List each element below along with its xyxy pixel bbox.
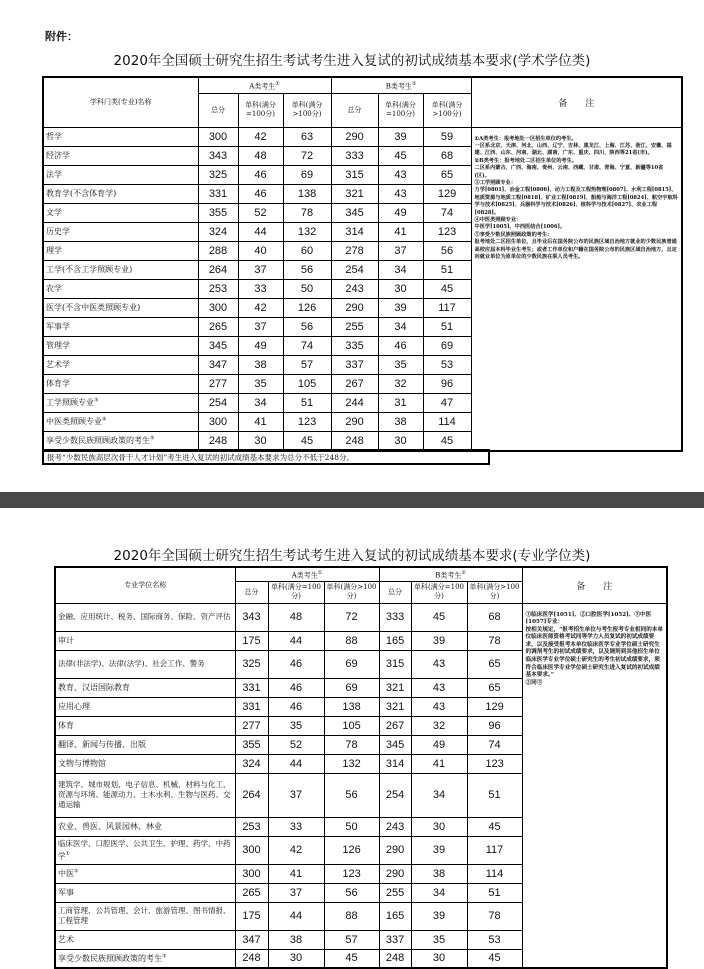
subject-name-cell: 工学(不含工学照顾专业) xyxy=(43,260,198,279)
score-cell-a-single-over100: 123 xyxy=(324,864,379,883)
subject-name-cell: 军事 xyxy=(55,883,235,902)
score-cell-a-single100: 40 xyxy=(238,241,283,260)
score-cell-b-single100: 43 xyxy=(378,184,423,203)
score-cell-b-single-over100: 45 xyxy=(423,431,471,451)
score-cell-b-single100: 34 xyxy=(378,317,423,336)
score-cell-b-total: 278 xyxy=(331,241,378,260)
subject-name-cell: 应用心理 xyxy=(55,697,235,716)
score-cell-a-total: 343 xyxy=(198,146,238,165)
score-cell-a-single-over100: 126 xyxy=(283,298,331,317)
footnote-marker: ③ xyxy=(162,953,167,960)
subject-name-cell: 哲学 xyxy=(43,127,198,146)
score-cell-b-total: 321 xyxy=(379,697,411,716)
header-single-100: 单科(满分=100分) xyxy=(238,93,283,127)
score-cell-b-single100: 39 xyxy=(411,902,467,930)
remarks-notes xyxy=(471,127,682,451)
score-cell-a-single100: 44 xyxy=(238,222,283,241)
score-cell-a-total: 324 xyxy=(235,754,268,773)
score-cell-a-total: 248 xyxy=(235,949,268,968)
subject-name-cell: 艺术 xyxy=(55,930,235,949)
score-cell-b-total: 321 xyxy=(379,678,411,697)
score-cell-a-total: 331 xyxy=(198,184,238,203)
score-cell-b-single100: 30 xyxy=(411,949,467,968)
subject-name-cell: 法律(非法学)、法律(法学)、社会工作、警务 xyxy=(55,650,235,678)
score-cell-b-total: 254 xyxy=(379,773,411,817)
score-cell-a-total: 355 xyxy=(235,735,268,754)
score-cell-b-total: 254 xyxy=(331,260,378,279)
score-cell-a-total: 300 xyxy=(235,864,268,883)
score-cell-a-single-over100: 105 xyxy=(324,716,379,735)
note-line: ②同③ xyxy=(525,679,543,686)
subject-name-cell: 临床医学、口腔医学、公共卫生、护理、药学、中药学① xyxy=(55,836,235,864)
score-cell-a-single-over100: 56 xyxy=(324,883,379,902)
note-line: ②B类考生：报考地处二区招生单位的考生。 xyxy=(474,157,577,164)
score-cell-a-single-over100: 88 xyxy=(324,631,379,650)
table-row xyxy=(55,603,667,631)
score-cell-b-single100: 37 xyxy=(378,241,423,260)
score-cell-a-total: 347 xyxy=(235,930,268,949)
score-cell-a-single100: 44 xyxy=(268,754,324,773)
score-cell-b-single-over100: 51 xyxy=(423,317,471,336)
score-cell-a-single100: 42 xyxy=(238,127,283,146)
score-cell-a-single100: 33 xyxy=(238,279,283,298)
score-cell-a-single-over100: 105 xyxy=(283,374,331,393)
subject-name-cell: 建筑学、城市规划、电子信息、机械、材料与化工、资源与环境、能源动力、土木水利、生物与医药、交通运输 xyxy=(55,773,235,817)
score-cell-b-single100: 32 xyxy=(411,716,467,735)
score-cell-b-total: 314 xyxy=(331,222,378,241)
header-total: 总分 xyxy=(235,581,268,603)
score-cell-a-single-over100: 50 xyxy=(283,279,331,298)
subject-name-cell: 医学(不含中医类照顾专业) xyxy=(43,298,198,317)
score-cell-b-single100: 39 xyxy=(411,836,467,864)
score-cell-b-single-over100: 96 xyxy=(423,374,471,393)
note-line: ④中医类照顾专业： xyxy=(474,216,522,223)
score-cell-a-single-over100: 60 xyxy=(283,241,331,260)
score-cell-a-total: 253 xyxy=(198,279,238,298)
score-cell-b-single-over100: 65 xyxy=(423,165,471,184)
score-cell-b-single-over100: 59 xyxy=(423,127,471,146)
header-single-over-100: 单科(满分>100分) xyxy=(283,93,331,127)
score-cell-a-total: 288 xyxy=(198,241,238,260)
score-cell-a-total: 175 xyxy=(235,902,268,930)
score-cell-b-single-over100: 45 xyxy=(467,817,522,836)
score-cell-a-single100: 48 xyxy=(268,603,324,631)
score-cell-a-single100: 37 xyxy=(238,260,283,279)
score-cell-a-single-over100: 63 xyxy=(283,127,331,146)
score-cell-a-single100: 42 xyxy=(238,298,283,317)
score-cell-b-single-over100: 69 xyxy=(423,336,471,355)
header-remarks: 备 注 xyxy=(522,567,667,603)
subject-name-cell: 中医② xyxy=(55,864,235,883)
score-cell-a-total: 264 xyxy=(235,773,268,817)
subject-name-cell: 教育、汉语国际教育 xyxy=(55,678,235,697)
score-cell-a-single-over100: 138 xyxy=(283,184,331,203)
subject-name-cell: 理学 xyxy=(43,241,198,260)
note-line: 按相关规定，“报考招生单位与考生报考专业相同的本单位临床医师资格考试同等学力人员复试的初试成绩要求，以及接受报考本单位临床医学专业学位硕士研究生的调剂考生的初试成绩要求，以及调剂到其他招生单位临床医学专业学位硕士研究生的考生初试成绩要求，须符合临床医学专业学位硕士研究生进入复试的初试成绩基本要求。” xyxy=(525,626,663,679)
score-cell-a-total: 253 xyxy=(235,817,268,836)
score-cell-b-single-over100: 56 xyxy=(423,241,471,260)
score-cell-a-single-over100: 57 xyxy=(324,930,379,949)
score-cell-b-single-over100: 114 xyxy=(467,864,522,883)
score-cell-b-total: 244 xyxy=(331,393,378,412)
score-cell-b-single-over100: 74 xyxy=(467,735,522,754)
score-cell-a-single100: 33 xyxy=(268,817,324,836)
score-cell-b-total: 267 xyxy=(331,374,378,393)
score-cell-b-total: 321 xyxy=(331,184,378,203)
header-single-over-100: 单科(满分>100分) xyxy=(467,581,522,603)
header-single-over-100: 单科(满分>100分) xyxy=(324,581,379,603)
footnote-marker: ④ xyxy=(102,416,107,423)
score-cell-b-single-over100: 129 xyxy=(467,697,522,716)
footnote-marker: ⑤ xyxy=(150,435,155,442)
score-cell-b-total: 290 xyxy=(331,412,378,431)
subject-name-cell: 工商管理、公共管理、会计、旅游管理、图书情报、工程管理 xyxy=(55,902,235,930)
score-cell-a-single100: 30 xyxy=(268,949,324,968)
subject-name-cell: 军事学 xyxy=(43,317,198,336)
score-cell-b-total: 314 xyxy=(379,754,411,773)
score-cell-a-single-over100: 123 xyxy=(283,412,331,431)
score-cell-b-single100: 45 xyxy=(411,603,467,631)
subject-name-cell: 中医类照顾专业④ xyxy=(43,412,198,431)
score-cell-a-single100: 30 xyxy=(238,431,283,451)
header-single-100: 单科(满分=100分) xyxy=(268,581,324,603)
score-cell-b-single100: 43 xyxy=(411,678,467,697)
document-page-professional xyxy=(0,508,704,967)
score-cell-a-single-over100: 69 xyxy=(283,165,331,184)
score-cell-b-total: 345 xyxy=(379,735,411,754)
score-cell-a-single-over100: 69 xyxy=(324,678,379,697)
score-cell-a-single100: 35 xyxy=(238,374,283,393)
score-table-professional xyxy=(54,566,668,969)
score-cell-b-total: 165 xyxy=(379,902,411,930)
subject-name-cell: 经济学 xyxy=(43,146,198,165)
score-cell-a-single-over100: 132 xyxy=(283,222,331,241)
score-cell-a-single100: 46 xyxy=(268,650,324,678)
header-total: 总分 xyxy=(198,93,238,127)
score-cell-a-single-over100: 56 xyxy=(283,260,331,279)
score-cell-a-total: 347 xyxy=(198,355,238,374)
subject-name-cell: 审计 xyxy=(55,631,235,650)
score-cell-b-total: 248 xyxy=(331,431,378,451)
score-cell-b-total: 315 xyxy=(379,650,411,678)
score-cell-a-single100: 41 xyxy=(238,412,283,431)
score-cell-a-single-over100: 74 xyxy=(283,336,331,355)
remarks-notes xyxy=(522,603,667,968)
subject-name-cell: 翻译、新闻与传播、出版 xyxy=(55,735,235,754)
score-cell-b-total: 290 xyxy=(331,127,378,146)
score-cell-a-single-over100: 72 xyxy=(283,146,331,165)
footnote-marker: ③ xyxy=(94,397,99,404)
score-cell-a-single100: 46 xyxy=(268,678,324,697)
score-cell-a-total: 324 xyxy=(198,222,238,241)
score-cell-b-single-over100: 123 xyxy=(423,222,471,241)
score-cell-b-single100: 30 xyxy=(411,817,467,836)
score-cell-b-single-over100: 51 xyxy=(467,773,522,817)
score-cell-b-single-over100: 45 xyxy=(423,279,471,298)
score-cell-b-total: 165 xyxy=(379,631,411,650)
score-cell-a-single-over100: 88 xyxy=(324,902,379,930)
score-cell-b-total: 267 xyxy=(379,716,411,735)
header-single-over-100: 单科(满分>100分) xyxy=(423,93,471,127)
subject-name-cell: 法学 xyxy=(43,165,198,184)
score-cell-b-single100: 32 xyxy=(378,374,423,393)
score-cell-b-single-over100: 51 xyxy=(467,883,522,902)
score-cell-a-single-over100: 138 xyxy=(324,697,379,716)
score-cell-a-total: 300 xyxy=(198,298,238,317)
score-cell-b-total: 290 xyxy=(331,298,378,317)
note-line: 一区系北京、天津、河北、山西、辽宁、吉林、黑龙江、上海、江苏、浙江、安徽、福建、江西、山东、河南、湖北、湖南、广东、重庆、四川、陕西等21省(市)。 xyxy=(474,142,672,157)
score-cell-b-single100: 49 xyxy=(411,735,467,754)
note-line: 中医学[1005]、中西医结合[1006]。 xyxy=(474,224,566,231)
score-cell-b-single100: 45 xyxy=(378,146,423,165)
score-cell-b-single-over100: 68 xyxy=(467,603,522,631)
footnote-marker: ② xyxy=(74,868,79,875)
score-cell-b-single100: 35 xyxy=(411,930,467,949)
score-cell-a-single-over100: 56 xyxy=(324,773,379,817)
score-cell-a-single100: 48 xyxy=(238,146,283,165)
score-cell-b-single-over100: 117 xyxy=(423,298,471,317)
score-cell-b-single100: 39 xyxy=(378,298,423,317)
score-cell-b-single-over100: 53 xyxy=(467,930,522,949)
score-cell-b-single-over100: 51 xyxy=(423,260,471,279)
score-cell-b-single100: 43 xyxy=(411,650,467,678)
header-subject: 学科门类(专业)名称 xyxy=(43,77,198,127)
note-line: ①A类考生：报考地处一区招生单位的考生。 xyxy=(474,135,577,142)
score-cell-a-single100: 46 xyxy=(238,165,283,184)
score-cell-b-single-over100: 74 xyxy=(423,203,471,222)
score-cell-a-single-over100: 56 xyxy=(283,317,331,336)
score-cell-b-total: 243 xyxy=(379,817,411,836)
score-cell-b-total: 337 xyxy=(331,355,378,374)
score-cell-a-total: 264 xyxy=(198,260,238,279)
score-cell-a-single100: 44 xyxy=(268,902,324,930)
score-cell-b-single-over100: 117 xyxy=(467,836,522,864)
score-cell-a-total: 277 xyxy=(198,374,238,393)
subject-name-cell: 文物与博物馆 xyxy=(55,754,235,773)
page-title: 2020年全国硕士研究生招生考试考生进入复试的初试成绩基本要求(学术学位类) xyxy=(113,53,591,69)
score-cell-b-single100: 38 xyxy=(378,412,423,431)
score-cell-a-total: 248 xyxy=(198,431,238,451)
score-cell-b-single100: 34 xyxy=(378,260,423,279)
subject-name-cell: 教育学(不含体育学) xyxy=(43,184,198,203)
score-cell-a-single100: 38 xyxy=(238,355,283,374)
score-cell-b-total: 335 xyxy=(331,336,378,355)
attachment-label: 附件： xyxy=(45,30,78,43)
score-cell-a-single100: 37 xyxy=(268,773,324,817)
score-cell-a-single100: 52 xyxy=(238,203,283,222)
score-cell-a-single100: 49 xyxy=(238,336,283,355)
score-cell-b-single100: 41 xyxy=(378,222,423,241)
footnote-marker: ① xyxy=(65,850,70,857)
subject-name-cell: 体育 xyxy=(55,716,235,735)
score-cell-b-total: 333 xyxy=(379,603,411,631)
score-cell-a-total: 300 xyxy=(198,127,238,146)
score-cell-b-single-over100: 65 xyxy=(467,678,522,697)
score-cell-a-single100: 46 xyxy=(268,697,324,716)
score-cell-a-total: 325 xyxy=(198,165,238,184)
score-cell-a-single100: 38 xyxy=(268,930,324,949)
score-cell-a-single-over100: 57 xyxy=(283,355,331,374)
note-line: ⑤享受少数民族照顾政策的考生： xyxy=(474,231,553,238)
subject-name-cell: 农学 xyxy=(43,279,198,298)
score-cell-b-single100: 41 xyxy=(411,754,467,773)
score-cell-a-single-over100: 132 xyxy=(324,754,379,773)
score-cell-a-single100: 46 xyxy=(238,184,283,203)
score-cell-a-single100: 37 xyxy=(268,883,324,902)
score-table-academic xyxy=(42,76,683,452)
subject-name-cell: 文学 xyxy=(43,203,198,222)
score-cell-b-single-over100: 45 xyxy=(467,949,522,968)
subject-name-cell: 艺术学 xyxy=(43,355,198,374)
score-cell-a-total: 331 xyxy=(235,697,268,716)
header-single-100: 单科(满分=100分) xyxy=(378,93,423,127)
score-cell-a-total: 254 xyxy=(198,393,238,412)
score-cell-b-total: 345 xyxy=(331,203,378,222)
header-total: 总分 xyxy=(379,581,411,603)
score-cell-b-single-over100: 78 xyxy=(467,631,522,650)
score-cell-b-single-over100: 123 xyxy=(467,754,522,773)
score-cell-b-single100: 46 xyxy=(378,336,423,355)
score-cell-b-total: 255 xyxy=(331,317,378,336)
score-cell-a-single100: 35 xyxy=(268,716,324,735)
score-cell-a-single100: 41 xyxy=(268,864,324,883)
score-cell-a-single100: 52 xyxy=(268,735,324,754)
header-total: 总分 xyxy=(331,93,378,127)
score-cell-b-single100: 49 xyxy=(378,203,423,222)
score-cell-b-total: 243 xyxy=(331,279,378,298)
score-cell-a-single100: 42 xyxy=(268,836,324,864)
score-cell-a-total: 277 xyxy=(235,716,268,735)
note-line: 二区系内蒙古、广西、海南、贵州、云南、西藏、甘肃、青海、宁夏、新疆等10省(区)。 xyxy=(474,165,664,179)
score-cell-b-total: 290 xyxy=(379,864,411,883)
score-cell-a-total: 325 xyxy=(235,650,268,678)
score-cell-b-total: 333 xyxy=(331,146,378,165)
score-cell-b-single-over100: 65 xyxy=(467,650,522,678)
score-cell-b-single-over100: 53 xyxy=(423,355,471,374)
score-cell-b-single-over100: 114 xyxy=(423,412,471,431)
subject-name-cell: 农业、兽医、风景园林、林业 xyxy=(55,817,235,836)
score-cell-b-total: 290 xyxy=(379,836,411,864)
note-line: ①临床医学[1051]、②口腔医学[1052]、③中医[1057]专业： xyxy=(525,611,652,626)
score-cell-a-single-over100: 69 xyxy=(324,650,379,678)
score-cell-b-total: 248 xyxy=(379,949,411,968)
header-group-a: A类考生① xyxy=(235,567,379,581)
note-line: ③工学照顾专业： xyxy=(474,179,517,186)
score-cell-a-single-over100: 72 xyxy=(324,603,379,631)
score-cell-a-total: 175 xyxy=(235,631,268,650)
score-cell-b-total: 255 xyxy=(379,883,411,902)
table-row xyxy=(43,127,682,146)
score-cell-b-single100: 34 xyxy=(411,773,467,817)
score-cell-a-total: 355 xyxy=(198,203,238,222)
subject-name-cell: 金融、应用统计、税务、国际商务、保险、资产评估 xyxy=(55,603,235,631)
note-line: 力学[0801]、冶金工程[0806]、动力工程及工程热物理[0807]、水利工程[0815]、地质资源与地质工程[0818]、矿业工程[0819]、船舶与海洋工程[0824]、航空宇航科学与技术[0825]、兵器科学与技术[0826]、核科学与技术[0827]、农业工程[0828]。 xyxy=(474,187,678,216)
subject-name-cell: 享受少数民族照顾政策的考生⑤ xyxy=(43,431,198,451)
header-subject: 专业学位名称 xyxy=(55,567,235,603)
score-cell-b-single-over100: 129 xyxy=(423,184,471,203)
score-cell-b-total: 315 xyxy=(331,165,378,184)
subject-name-cell: 享受少数民族照顾政策的考生③ xyxy=(55,949,235,968)
page-title: 2020年全国硕士研究生招生考试考生进入复试的初试成绩基本要求(专业学位类) xyxy=(113,548,591,564)
score-cell-b-single100: 31 xyxy=(378,393,423,412)
score-cell-a-total: 345 xyxy=(198,336,238,355)
header-group-b: B类考生② xyxy=(379,567,522,581)
score-cell-a-single-over100: 126 xyxy=(324,836,379,864)
header-group-b: B类考生② xyxy=(331,77,471,93)
score-cell-a-total: 331 xyxy=(235,678,268,697)
score-cell-a-total: 343 xyxy=(235,603,268,631)
score-cell-b-single100: 38 xyxy=(411,864,467,883)
score-cell-b-single100: 39 xyxy=(411,631,467,650)
subject-name-cell: 历史学 xyxy=(43,222,198,241)
score-cell-a-single-over100: 51 xyxy=(283,393,331,412)
score-cell-a-total: 265 xyxy=(235,883,268,902)
score-cell-b-single100: 43 xyxy=(378,165,423,184)
note-line: 报考地处二区招生单位，且毕业后在国务院公布的民族区域自治地方就业的少数民族普通高校应届本科毕业生考生；或者工作单位和户籍在国务院公布的民族区域自治地方，且定向就业单位为原单位的少数民族在职人员考生。 xyxy=(474,239,677,260)
score-cell-b-total: 337 xyxy=(379,930,411,949)
score-cell-a-single-over100: 45 xyxy=(324,949,379,968)
score-cell-b-single100: 30 xyxy=(378,431,423,451)
score-cell-b-single100: 30 xyxy=(378,279,423,298)
score-cell-b-single100: 39 xyxy=(378,127,423,146)
page-separator xyxy=(0,492,704,508)
score-cell-a-single-over100: 78 xyxy=(283,203,331,222)
score-cell-a-total: 265 xyxy=(198,317,238,336)
score-cell-a-single-over100: 78 xyxy=(324,735,379,754)
header-group-a: A类考生① xyxy=(198,77,331,93)
score-cell-a-single-over100: 45 xyxy=(283,431,331,451)
subject-name-cell: 体育学 xyxy=(43,374,198,393)
score-cell-b-single100: 34 xyxy=(411,883,467,902)
header-remarks: 备 注 xyxy=(471,77,682,127)
table-footnote: 报考“少数民族高层次骨干人才计划”考生进入复试的初试成绩基本要求为总分不低于248分。 xyxy=(42,449,490,465)
score-cell-a-single100: 44 xyxy=(268,631,324,650)
subject-name-cell: 管理学 xyxy=(43,336,198,355)
score-cell-a-total: 300 xyxy=(198,412,238,431)
header-single-100: 单科(满分=100分) xyxy=(411,581,467,603)
subject-name-cell: 工学照顾专业③ xyxy=(43,393,198,412)
score-cell-a-total: 300 xyxy=(235,836,268,864)
score-cell-a-single-over100: 50 xyxy=(324,817,379,836)
score-cell-b-single100: 43 xyxy=(411,697,467,716)
score-cell-b-single-over100: 68 xyxy=(423,146,471,165)
score-cell-a-single100: 34 xyxy=(238,393,283,412)
score-cell-b-single-over100: 96 xyxy=(467,716,522,735)
score-cell-b-single100: 35 xyxy=(378,355,423,374)
score-cell-b-single-over100: 78 xyxy=(467,902,522,930)
score-cell-a-single100: 37 xyxy=(238,317,283,336)
score-cell-b-single-over100: 47 xyxy=(423,393,471,412)
